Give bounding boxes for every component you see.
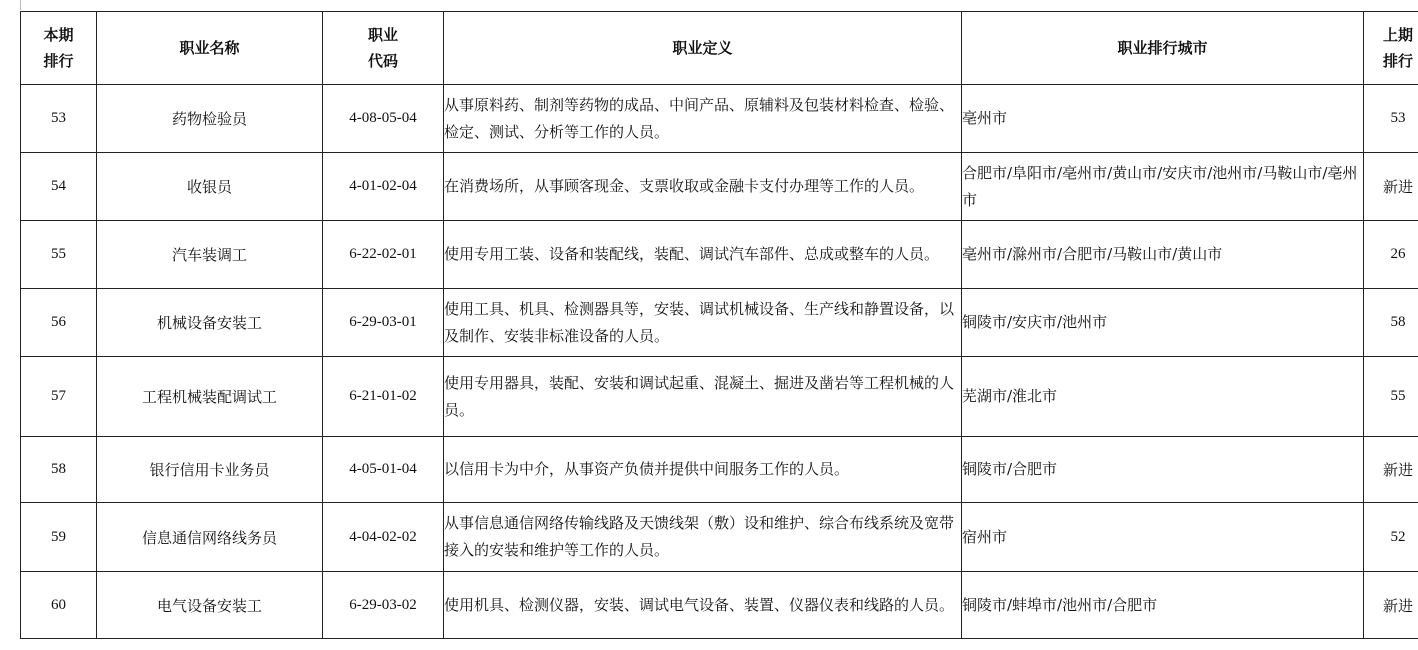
occupation-code-cell: 6-22-02-01 — [323, 221, 444, 289]
header-ranking-cities: 职业排行城市 — [962, 12, 1364, 85]
header-occupation-definition: 职业定义 — [444, 12, 962, 85]
table-row — [21, 289, 1418, 357]
header-occupation-code: 职业 代码 — [323, 12, 444, 85]
ranking-cities-cell: 铜陵市/合肥市 — [962, 437, 1364, 503]
table-row — [21, 221, 1418, 289]
ranking-cities-cell: 亳州市 — [962, 85, 1364, 153]
current-rank-cell: 59 — [21, 503, 97, 572]
occupation-definition-cell: 从事原料药、制剂等药物的成品、中间产品、原辅料及包装材料检查、检验、检定、测试、分析等工作的人员。 — [444, 85, 962, 153]
previous-rank-cell: 52 — [1364, 503, 1418, 572]
table-row — [21, 153, 1418, 221]
occupation-name-cell: 收银员 — [97, 153, 323, 221]
page-corner-mark — [20, 0, 21, 10]
previous-rank-cell: 26 — [1364, 221, 1418, 289]
occupation-name-cell: 汽车装调工 — [97, 221, 323, 289]
occupation-ranking-table — [20, 11, 1418, 639]
ranking-cities-cell: 铜陵市/安庆市/池州市 — [962, 289, 1364, 357]
occupation-definition-cell: 使用专用器具，装配、安装和调试起重、混凝土、掘进及凿岩等工程机械的人员。 — [444, 357, 962, 437]
occupation-definition-cell: 以信用卡为中介，从事资产负债并提供中间服务工作的人员。 — [444, 437, 962, 503]
occupation-definition-cell: 在消费场所，从事顾客现金、支票收取或金融卡支付办理等工作的人员。 — [444, 153, 962, 221]
header-current-rank: 本期 排行 — [21, 12, 97, 85]
table-row — [21, 437, 1418, 503]
previous-rank-cell: 新进 — [1364, 437, 1418, 503]
occupation-code-cell: 4-04-02-02 — [323, 503, 444, 572]
current-rank-cell: 57 — [21, 357, 97, 437]
ranking-cities-cell: 铜陵市/蚌埠市/池州市/合肥市 — [962, 572, 1364, 639]
occupation-code-cell: 6-29-03-02 — [323, 572, 444, 639]
occupation-definition-cell: 从事信息通信网络传输线路及天馈线架（敷）设和维护、综合布线系统及宽带接入的安装和维护等工作的人员。 — [444, 503, 962, 572]
table-row — [21, 85, 1418, 153]
occupation-name-cell: 电气设备安装工 — [97, 572, 323, 639]
header-row — [21, 12, 1418, 85]
occupation-definition-cell: 使用工具、机具、检测器具等，安装、调试机械设备、生产线和静置设备，以及制作、安装非标准设备的人员。 — [444, 289, 962, 357]
current-rank-cell: 60 — [21, 572, 97, 639]
occupation-name-cell: 信息通信网络线务员 — [97, 503, 323, 572]
previous-rank-cell: 新进 — [1364, 572, 1418, 639]
occupation-code-cell: 4-05-01-04 — [323, 437, 444, 503]
occupation-code-cell: 6-21-01-02 — [323, 357, 444, 437]
ranking-cities-cell: 芜湖市/淮北市 — [962, 357, 1364, 437]
current-rank-cell: 56 — [21, 289, 97, 357]
occupation-name-cell: 银行信用卡业务员 — [97, 437, 323, 503]
table-row — [21, 572, 1418, 639]
occupation-code-cell: 4-01-02-04 — [323, 153, 444, 221]
occupation-definition-cell: 使用专用工装、设备和装配线，装配、调试汽车部件、总成或整车的人员。 — [444, 221, 962, 289]
previous-rank-cell: 53 — [1364, 85, 1418, 153]
current-rank-cell: 55 — [21, 221, 97, 289]
header-previous-rank: 上期 排行 — [1364, 12, 1418, 85]
ranking-cities-cell: 合肥市/阜阳市/亳州市/黄山市/安庆市/池州市/马鞍山市/亳州市 — [962, 153, 1364, 221]
previous-rank-cell: 新进 — [1364, 153, 1418, 221]
occupation-code-cell: 4-08-05-04 — [323, 85, 444, 153]
table-row — [21, 357, 1418, 437]
occupation-code-cell: 6-29-03-01 — [323, 289, 444, 357]
ranking-cities-cell: 亳州市/滁州市/合肥市/马鞍山市/黄山市 — [962, 221, 1364, 289]
occupation-name-cell: 药物检验员 — [97, 85, 323, 153]
occupation-name-cell: 机械设备安装工 — [97, 289, 323, 357]
previous-rank-cell: 58 — [1364, 289, 1418, 357]
table-row — [21, 503, 1418, 572]
previous-rank-cell: 55 — [1364, 357, 1418, 437]
occupation-name-cell: 工程机械装配调试工 — [97, 357, 323, 437]
current-rank-cell: 53 — [21, 85, 97, 153]
header-occupation-name: 职业名称 — [97, 12, 323, 85]
occupation-definition-cell: 使用机具、检测仪器，安装、调试电气设备、装置、仪器仪表和线路的人员。 — [444, 572, 962, 639]
current-rank-cell: 58 — [21, 437, 97, 503]
ranking-cities-cell: 宿州市 — [962, 503, 1364, 572]
current-rank-cell: 54 — [21, 153, 97, 221]
